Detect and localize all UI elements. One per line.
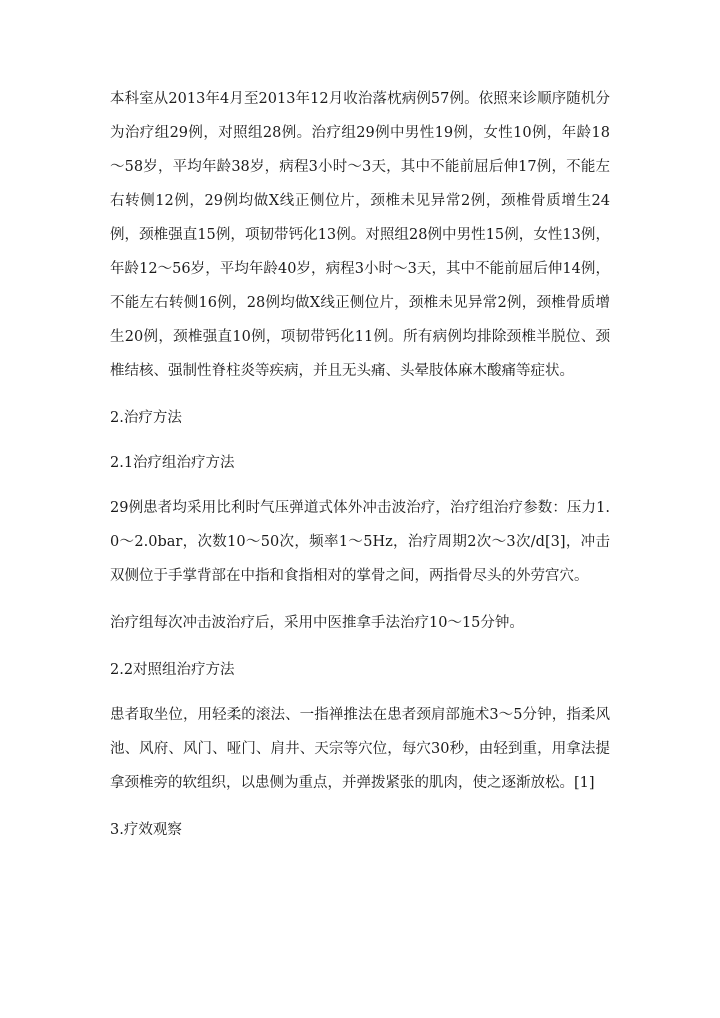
section-heading-efficacy-observation: 3.疗效观察: [110, 822, 182, 838]
paragraph-control-group-protocol: 患者取坐位，用轻柔的滚法、一指禅推法在患者颈肩部施术3～5分钟，指柔风池、风府、风门、哑门、肩井、天宗等穴位，每穴30秒，由轻到重，用拿法提拿颈椎旁的软组织，以患侧为重点，并弹拨紧张的肌肉，使之逐渐放松。[1]: [110, 707, 610, 791]
subsection-heading-treatment-group: 2.1治疗组治疗方法: [110, 455, 235, 471]
subsection-heading-control-group: 2.2对照组治疗方法: [110, 662, 235, 678]
paragraph-case-summary: 本科室从2013年4月至2013年12月收治落枕病例57例。依照来诊顺序随机分为治疗组29例，对照组28例。治疗组29例中男性19例，女性10例，年龄18～58岁，平均年龄38岁，病程3小时～3天，其中不能前屈后伸17例，不能左右转侧12例，29例均做X线正侧位片，颈椎未见异常2例，颈椎骨质增生24例，颈椎强直15例，项韧带钙化13例。对照组28例中男性15例，女性13例，年龄12～56岁，平均年龄40岁，病程3小时～3天，其中不能前屈后伸14例，不能左右转侧16例，28例均做X线正侧位片，颈椎未见异常2例，颈椎骨质增生20例，颈椎强直10例，项韧带钙化11例。所有病例均排除颈椎半脱位、颈椎结核、强制性脊柱炎等疾病，并且无头痛、头晕肢体麻木酸痛等症状。: [110, 91, 610, 379]
paragraph-treatment-group-massage: 治疗组每次冲击波治疗后，采用中医推拿手法治疗10～15分钟。: [110, 615, 524, 631]
section-heading-treatment-methods: 2.治疗方法: [110, 410, 182, 426]
paragraph-treatment-group-protocol: 29例患者均采用比利时气压弹道式体外冲击波治疗，治疗组治疗参数：压力1.0～2.0bar，次数10～50次，频率1～5Hz，治疗周期2次～3次/d[3]，冲击双侧位于手掌背部在中指和食指相对的掌骨之间，两指骨尽头的外劳宫穴。: [110, 500, 610, 584]
document-page: [110, 82, 610, 858]
